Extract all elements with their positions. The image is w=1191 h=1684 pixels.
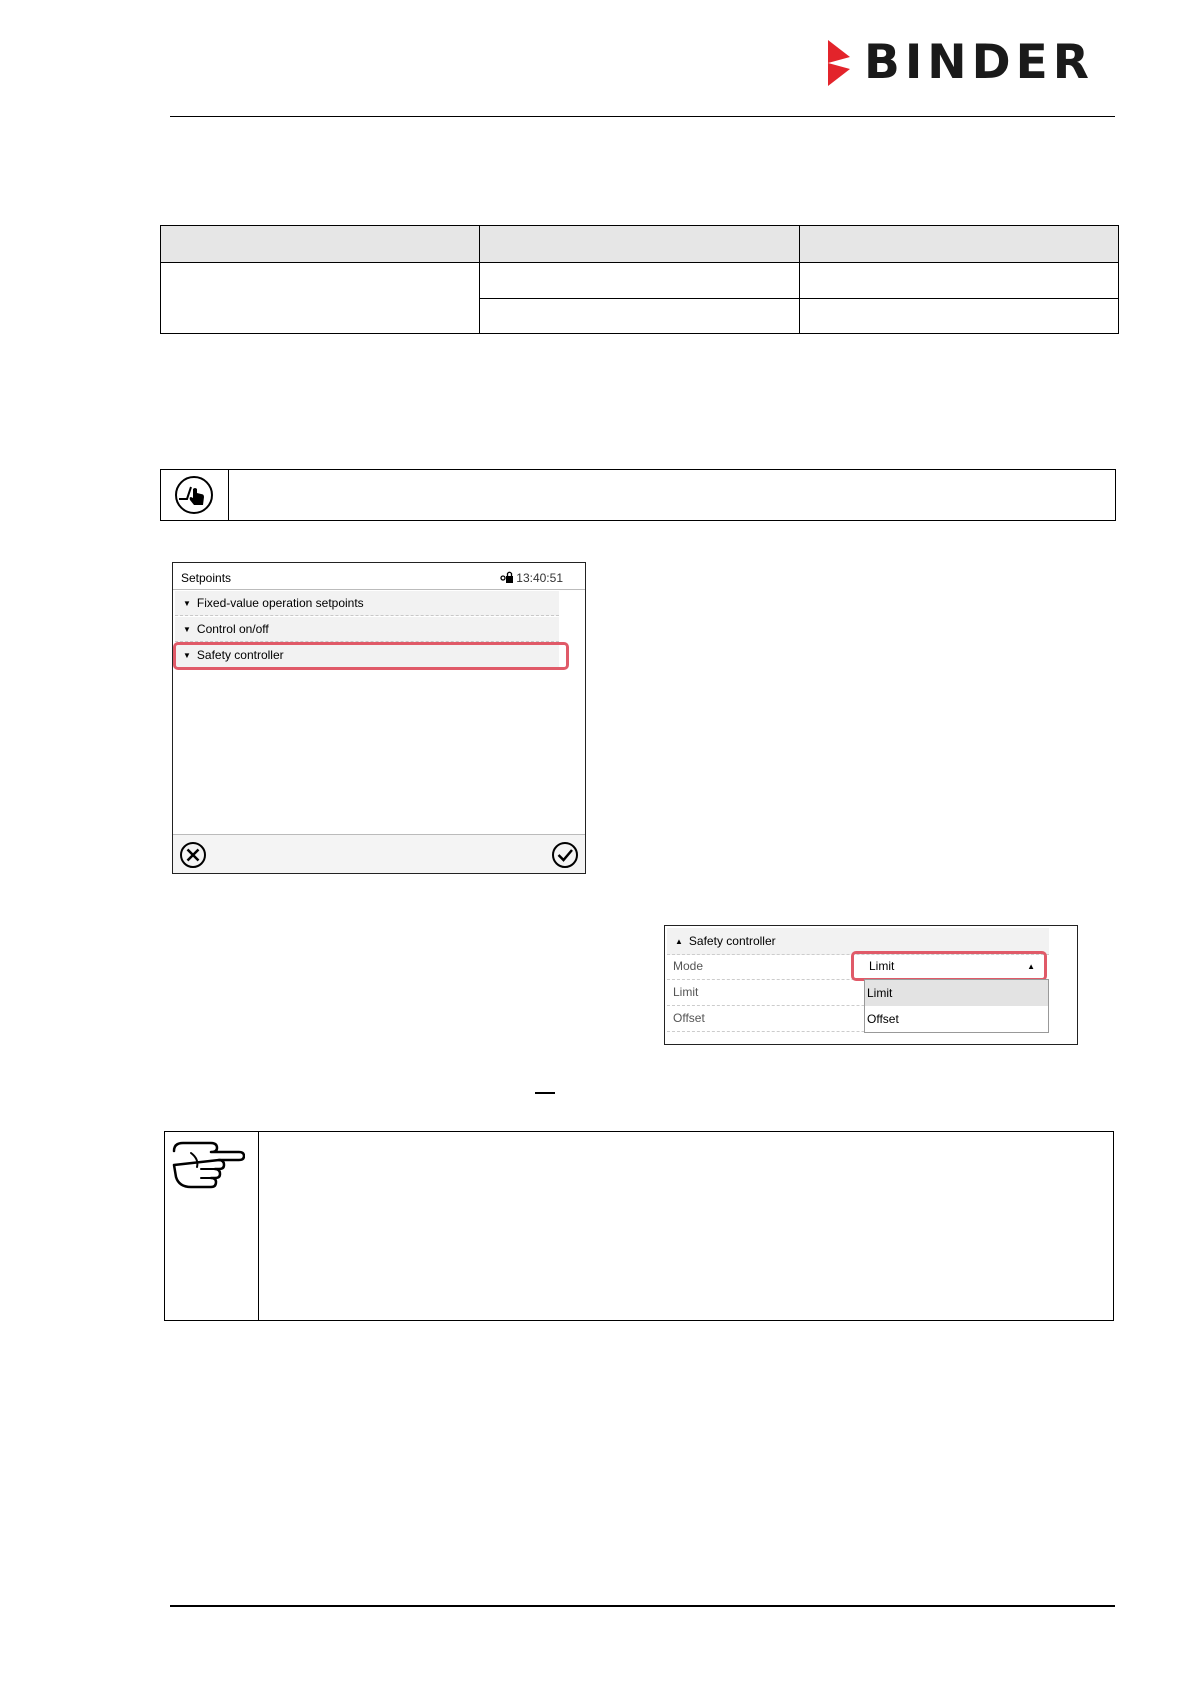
table-header-cell xyxy=(800,226,1119,263)
safety-controller-panel xyxy=(664,925,1078,1045)
table-cell xyxy=(480,263,800,299)
expand-arrow-icon: ▼ xyxy=(183,651,191,660)
pointing-hand-icon xyxy=(171,1137,245,1193)
screen-title: Setpoints xyxy=(181,571,232,585)
confirm-check-icon[interactable] xyxy=(551,841,579,869)
dropdown-option-offset[interactable]: Offset xyxy=(867,1012,899,1026)
table-cell xyxy=(800,263,1119,299)
limit-label: Limit xyxy=(673,985,699,999)
panel-header-label: Safety controller xyxy=(688,934,776,948)
parameter-table xyxy=(160,225,1119,334)
note-icon-cell xyxy=(165,1132,259,1320)
collapse-arrow-icon: ▲ xyxy=(675,937,683,946)
dropdown-up-arrow-icon: ▲ xyxy=(1027,962,1035,971)
footer-rule xyxy=(170,1605,1115,1607)
table-cell xyxy=(480,299,800,334)
table-cell xyxy=(161,263,480,334)
mode-highlight xyxy=(851,951,1047,981)
table-header-cell xyxy=(480,226,800,263)
dropdown-option-limit[interactable]: Limit xyxy=(865,980,1048,1006)
mode-label: Mode xyxy=(673,959,704,973)
title-separator xyxy=(173,589,585,590)
lock-icon xyxy=(500,571,513,583)
selection-highlight xyxy=(173,642,569,670)
header-rule xyxy=(170,116,1115,117)
offset-label: Offset xyxy=(673,1011,705,1025)
touch-hand-icon xyxy=(174,475,214,515)
note-box xyxy=(164,1131,1114,1321)
menu-item-fixed-value-setpoints[interactable] xyxy=(175,591,559,616)
table-header-cell xyxy=(161,226,480,263)
menu-item-label: Fixed-value operation setpoints xyxy=(196,596,364,610)
setpoints-screen xyxy=(172,562,586,874)
cancel-circle-icon[interactable] xyxy=(179,841,207,869)
menu-item-label: Safety controller xyxy=(196,648,284,662)
binder-logo xyxy=(826,35,1116,90)
expand-arrow-icon: ▼ xyxy=(183,599,191,608)
screen-footer xyxy=(173,834,585,873)
table-row xyxy=(161,263,1119,299)
mode-select-value: Limit xyxy=(869,959,895,973)
binder-logo-mark-icon xyxy=(826,40,860,86)
mode-dropdown xyxy=(864,979,1049,1033)
clock-time: 13:40:51 xyxy=(516,571,563,585)
menu-item-label: Control on/off xyxy=(196,622,269,636)
table-cell xyxy=(800,299,1119,334)
brand-name: BINDER xyxy=(864,35,1094,90)
menu-item-control-on-off[interactable] xyxy=(175,617,559,642)
clock xyxy=(500,571,563,585)
instruction-icon-cell xyxy=(161,470,229,520)
dash-mark xyxy=(535,1092,555,1094)
table-header-row xyxy=(161,226,1119,263)
expand-arrow-icon: ▼ xyxy=(183,625,191,634)
instruction-box xyxy=(160,469,1116,521)
